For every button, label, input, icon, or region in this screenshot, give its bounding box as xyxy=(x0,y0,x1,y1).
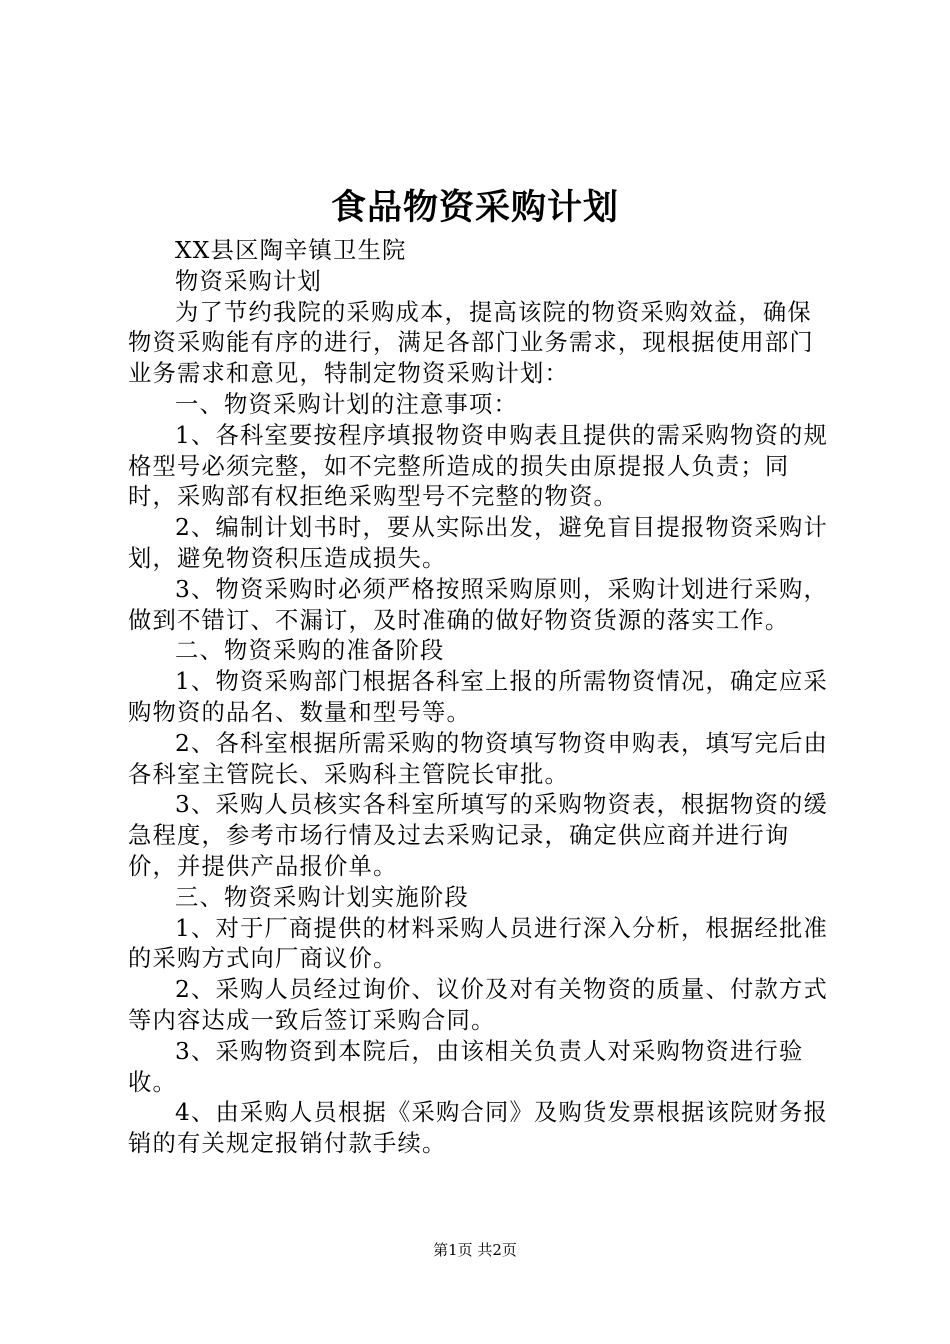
intro-paragraph: 为了节约我院的采购成本，提高该院的物资采购效益，确保物资采购能有序的进行，满足各部门业务需求，现根据使用部门业务需求和意见，特制定物资采购计划： xyxy=(128,298,814,388)
paragraph: 3、物资采购时必须严格按照采购原则，采购计划进行采购，做到不错订、不漏订，及时准确的做好物资货源的落实工作。 xyxy=(128,575,828,634)
section-heading-3: 三、物资采购计划实施阶段 xyxy=(175,883,469,911)
paragraph: 2、采购人员经过询价、议价及对有关物资的质量、付款方式等内容达成一致后签订采购合同。 xyxy=(128,976,828,1034)
paragraph: 4、由采购人员根据《采购合同》及购货发票根据该院财务报销的有关规定报销付款手续。 xyxy=(128,1099,828,1158)
paragraph: 2、各科室根据所需采购的物资填写物资申购表，填写完后由各科室主管院长、采购科主管院长审批。 xyxy=(128,729,828,788)
paragraph: 3、采购人员核实各科室所填写的采购物资表，根据物资的缓急程度，参考市场行情及过去采购记录，确定供应商并进行询价，并提供产品报价单。 xyxy=(128,791,828,880)
paragraph: 2、编制计划书时，要从实际出发，避免盲目提报物资采购计划，避免物资积压造成损失。 xyxy=(128,514,828,572)
document-title: 食品物资采购计划 xyxy=(330,187,619,228)
paragraph: 1、物资采购部门根据各科室上报的所需物资情况，确定应采购物资的品名、数量和型号等。 xyxy=(128,668,828,726)
document-subtitle: 物资采购计划 xyxy=(175,267,322,295)
section-heading-1: 一、物资采购计划的注意事项： xyxy=(175,390,518,418)
page-number-footer: 第1页 共2页 xyxy=(433,1241,517,1259)
paragraph: 3、采购物资到本院后，由该相关负责人对采购物资进行验收。 xyxy=(128,1037,804,1096)
section-heading-2: 二、物资采购的准备阶段 xyxy=(175,637,445,665)
document-body xyxy=(128,236,836,1160)
paragraph: 1、各科室要按程序填报物资申购表且提供的需采购物资的规格型号必须完整，如不完整所造成的损失由原提报人负责；同时，采购部有权拒绝采购型号不完整的物资。 xyxy=(128,421,828,511)
paragraph: 1、对于厂商提供的材料采购人员进行深入分析，根据经批准的采购方式向厂商议价。 xyxy=(128,914,828,973)
organization-name: XX县区陶辛镇卫生院 xyxy=(175,237,407,264)
